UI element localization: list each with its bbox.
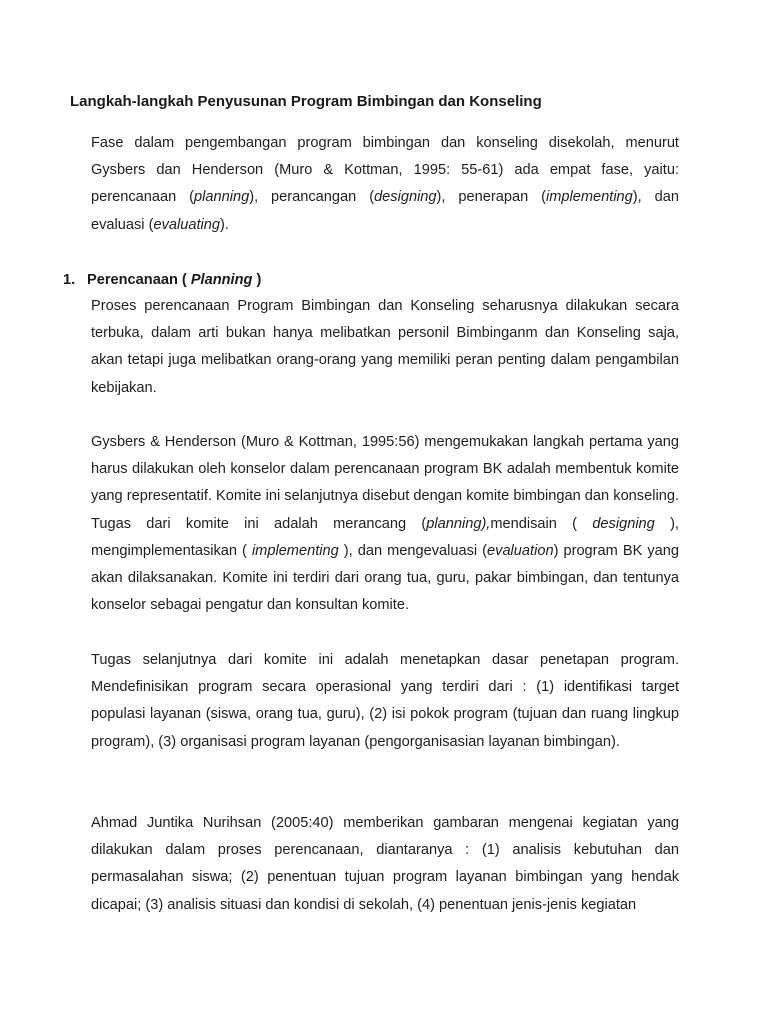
intro-text-5: ). (220, 216, 229, 233)
section-paragraph-3: Tugas selanjutnya dari komite ini adalah menetapkan dasar penetapan program. Mendefinisikan program secara operasional yang terdiri dari : (1) identifikasi target populasi layanan (siswa, orang tua, guru), (2) isi pokok program (tujuan dan ruang lingkup program), (3) organisasi program layanan (pengorganisasian layanan bimbingan). (91, 652, 679, 750)
intro-italic-evaluating: evaluating (153, 216, 221, 233)
document-title: Langkah-langkah Penyusunan Program Bimbingan dan Konseling (70, 93, 542, 110)
intro-paragraph (91, 130, 679, 239)
para2-text-1: Gysbers & Henderson (Muro & Kottman, 1995:56) mengemukakan langkah pertama yang harus dilakukan oleh konselor dalam perencanaan program BK adalah membentuk komite yang representatif. Komite ini selanjutnya disebut dengan komite bimbingan dan konseling. Tugas dari komite ini adalah merancang ( (91, 434, 679, 532)
intro-italic-implementing: implementing (546, 189, 633, 206)
para2-italic-designing: designing (592, 515, 655, 532)
intro-text-2: ), perancangan ( (249, 189, 375, 206)
intro-text-1: Fase dalam pengembangan program bimbingan dan konseling disekolah, menurut Gysbers dan Henderson (Muro & Kottman, 1995: 55-61) ada empat fase, yaitu: perencanaan ( (91, 135, 679, 206)
para2-italic-implementing: implementing (251, 542, 339, 559)
section-heading-planning (63, 270, 261, 290)
section-heading-suffix: ) (252, 272, 262, 288)
para2-text-4: ), dan mengevaluasi ( (338, 542, 488, 559)
para2-text-5: ) program BK yang akan dilaksanakan. Komite ini terdiri dari orang tua, guru, pakar bimbingan, dan tentunya konselor sebagai pengatur dan konsultan komite. (91, 542, 679, 614)
intro-italic-planning: planning (194, 189, 250, 206)
section-paragraph-1: Proses perencanaan Program Bimbingan dan Konseling seharusnya dilakukan secara terbuka, dalam arti bukan hanya melibatkan personil Bimbinganm dan Konseling saja, akan tetapi juga melibatkan orang-orang yang memiliki peran penting dalam pengambilan kebijakan. (91, 298, 679, 396)
para2-text-3: ), mengimplementasikan ( (91, 515, 679, 559)
intro-text-3: ), penerapan ( (436, 189, 546, 206)
intro-italic-designing: designing (374, 189, 437, 206)
para2-text-2: mendisain ( (490, 515, 593, 532)
intro-text-4: ), dan evaluasi ( (91, 189, 679, 233)
para2-italic-planning: planning), (426, 515, 491, 532)
section-heading-italic: Planning (190, 272, 253, 288)
section-paragraph-4: Ahmad Juntika Nurihsan (2005:40) memberikan gambaran mengenai kegiatan yang dilakukan dalam proses perencanaan, diantaranya : (1) analisis kebutuhan dan permasalahan siswa; (2) penentuan tujuan program layanan bimbingan yang hendak dicapai; (3) analisis situasi dan kondisi di sekolah, (4) penentuan jenis-jenis kegiatan (91, 815, 679, 913)
section-number: 1. (63, 272, 76, 288)
para2-italic-evaluation: evaluation (487, 542, 554, 559)
section-paragraph-2 (91, 429, 679, 619)
section-heading-text: Perencanaan ( (87, 272, 191, 288)
